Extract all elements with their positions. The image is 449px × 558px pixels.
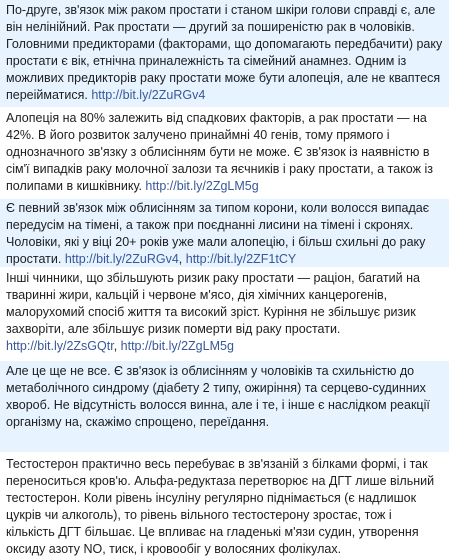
paragraph-text: Але це ще не все. Є зв'язок із облисінням у чоловіків та схильністю до метаболічного синдрому (діабету 2 типу, ожиріння) та серцево-судинних хвороб. Не відсутність волосся винна, але і те, і інше є наслідком реакції організму на, скажімо спрощено, переїдання. (6, 364, 430, 429)
paragraph-text: Інші чинники, що збільшують ризик раку простати — раціон, багатий на тваринні жири, кальцій і червоне м'ясо, дія хімічних канцерогенів, малорухомий спосіб життя та високий зріст. Куріння не збільшує ризик захворіти, але збільшує ризик померти від раку простати. http://bit.ly/2ZsGQtr, http://bit.ly/2ZgLM5g (6, 271, 420, 353)
paragraph-3 (0, 199, 449, 267)
paragraph-3-text: Є певний зв'язок між облисінням за типом корони, коли волосся випадає передусім на тімені, а також при поєднанні лисини на тімені і скронях. Чоловіки, які у віці 20+ років уже мали алопецію, і більш схильні до раку простати. (6, 201, 430, 266)
paragraph-4-link-2[interactable]: http://bit.ly/2ZgLM5g (120, 339, 234, 353)
paragraph-text (6, 2, 443, 104)
paragraph-2-text: Алопеція на 80% залежить від спадкових факторів, а рак простати — на 42%. В його розвиток залучено принаймні 40 генів, тому прямого і однозначного зв'язку з облисінням бути не може. Є зв'язок із наявністю в сім'ї випадків раку молочної залози та яєчників і раку простати, а також із полипами в кишківнику. (6, 111, 433, 193)
paragraph-2 (0, 110, 449, 196)
paragraph-1-link-1[interactable]: http://bit.ly/2ZuRGv4 (91, 88, 206, 102)
paragraph-1-text: По-друге, зв'язок між раком простати і станом шкіри голови справді є, але він нелінійний. Рак простати — другий за поширеністю рак в чоловіків. Головними предикторами (факторами, що допомагають передбачити) раку простати є вік, етнічна приналежність та сімейний анамнез. Одним із можливих предикторів раку простати може бути алопеція, але не кваптеся переійматися. (6, 3, 443, 102)
paragraph-text: Тестостерон практично весь перебуває в зв'язаній з білками формі, і так переноситься кров'ю. Альфа-редуктаза перетворює на ДГТ лише вільний тестостерон. Коли рівень інсуліну регулярно піднімається (є надлишок цукрів чи алкоголь), то рівень вільного тестостерону зростає, тож і кількість ДГТ більшає. Це впливає на гладенькі м'язи судин, утворення оксиду азоту NO, тиск, і кровообіг у волосяних фолікулах. (6, 457, 435, 556)
paragraph-3-link-2[interactable]: http://bit.ly/2ZF1tCY (185, 252, 297, 266)
paragraph-4-link-1[interactable]: http://bit.ly/2ZsGQtr (6, 339, 114, 353)
paragraph-6 (0, 456, 449, 556)
paragraph-5 (0, 361, 449, 452)
paragraph-4 (0, 270, 449, 357)
paragraph-1 (0, 0, 449, 107)
paragraph-4-text: Інші чинники, що збільшують ризик раку простати — раціон, багатий на тваринні жири, кальцій і червоне м'ясо, дія хімічних канцерогенів, малорухомий спосіб життя та високий зріст. Куріння не збільшує ризик захворіти, але збільшує ризик померти від раку простати. (6, 271, 420, 336)
paragraph-text (6, 110, 443, 195)
paragraph-3-link-1[interactable]: http://bit.ly/2ZuRGv4 (64, 252, 179, 266)
paragraph-text: Є певний зв'язок між облисінням за типом корони, коли волосся випадає передусім на тімені, а також при поєднанні лисини на тімені і скронях. Чоловіки, які у віці 20+ років уже мали алопецію, і більш схильні до раку простати. http://bit.ly/2ZuRGv4, http://bit.ly/2ZF1tCY (6, 201, 430, 266)
paragraph-2-link-1[interactable]: http://bit.ly/2ZgLM5g (145, 179, 259, 193)
